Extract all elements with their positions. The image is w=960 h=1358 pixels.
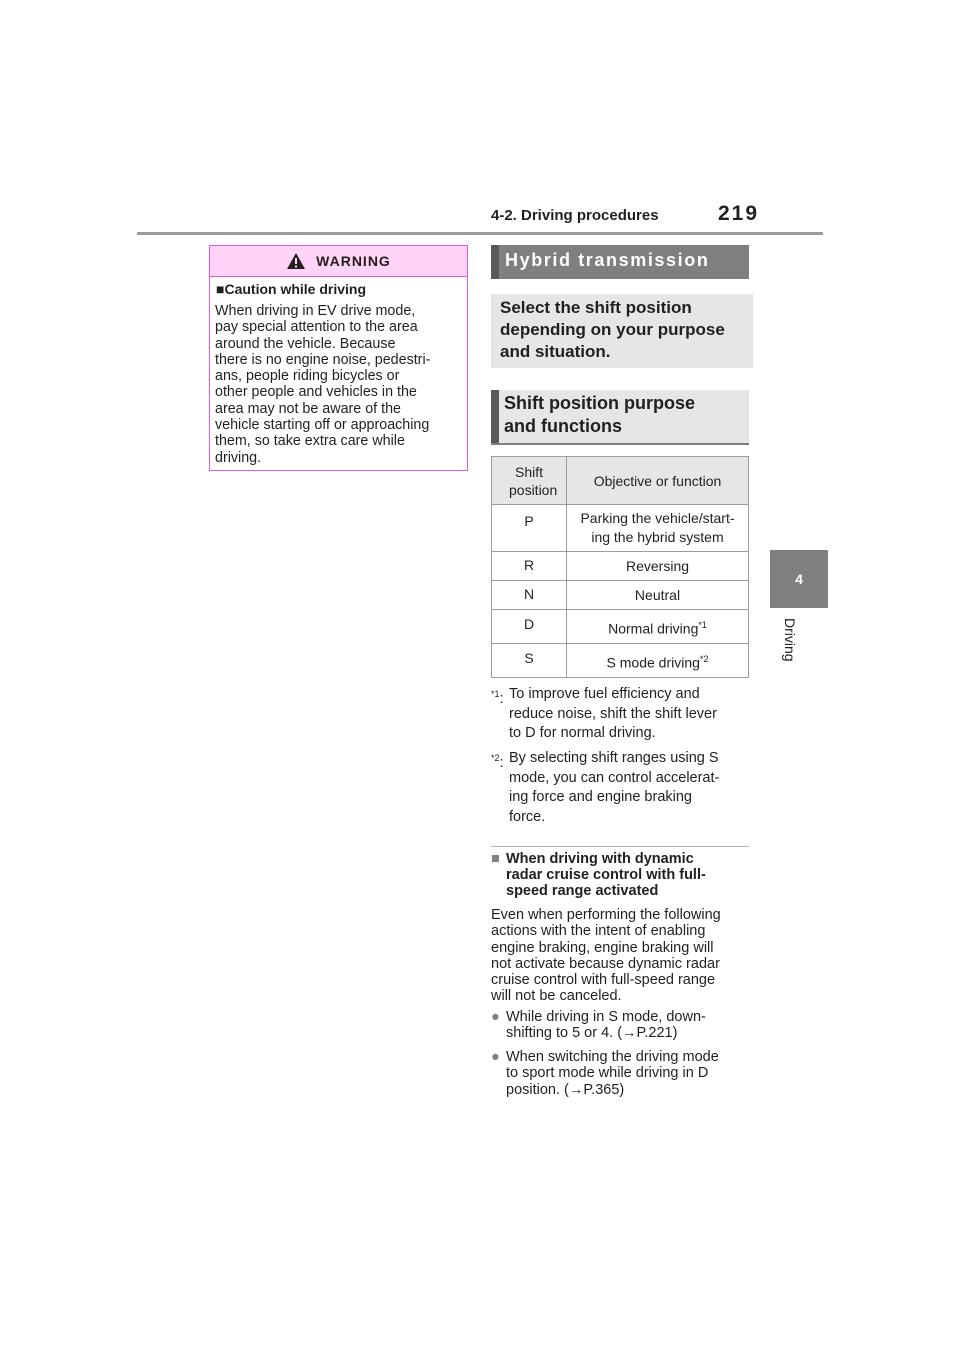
warning-line: pay special attention to the area: [215, 319, 418, 336]
drcc-body: Even when performing the following actions with the intent of enabling engine braking, engine braking will not activate because dynamic radar cruise control with full-speed range will not be canceled.: [491, 907, 721, 1005]
warning-triangle-icon: [286, 252, 306, 270]
hybrid-transmission-heading: [491, 245, 749, 279]
warning-line: area may not be aware of the: [215, 400, 401, 417]
list-item: ● While driving in S mode, down- shifting to 5 or 4. (→P.221): [491, 1009, 753, 1042]
warning-text: [215, 303, 465, 466]
position-cell: N: [492, 581, 567, 610]
warning-line: When driving in EV drive mode,: [215, 303, 416, 319]
function-cell: Normal driving$^{*1}$: [567, 610, 749, 644]
section-title: 4-2. Driving procedures: [491, 207, 659, 224]
page-number: 219: [718, 202, 760, 225]
shift-position-title: Shift position purpose and functions: [504, 393, 695, 436]
heading-marker: ■: [491, 851, 500, 867]
chapter-label-text: Driving: [782, 618, 798, 662]
table-row: [492, 505, 749, 552]
warning-line: other people and vehicles in the: [215, 384, 417, 401]
footnote: $^{*1}$: To improve fuel efficiency and reduce noise, shift the shift lever to D for normal driving.: [491, 686, 717, 741]
warning-header: [210, 246, 467, 277]
chapter-number: 4: [795, 571, 803, 587]
footnote: $^{*2}$: By selecting shift ranges using S mode, you can control accelerat- ing force and engine braking force.: [491, 750, 720, 825]
bullet-marker: ●: [491, 1009, 500, 1025]
warning-line: driving.: [215, 449, 262, 466]
function-cell: Parking the vehicle/start- ing the hybrid system: [567, 505, 749, 552]
warning-line: vehicle starting off or approaching: [215, 417, 430, 434]
table-row: [492, 552, 749, 581]
table-row: [492, 610, 749, 644]
warning-line: there is no engine noise, pedestri-: [215, 351, 431, 368]
chapter-tab[interactable]: [770, 550, 828, 608]
warning-subheading: [216, 281, 366, 297]
hybrid-transmission-title: Hybrid transmission: [505, 250, 710, 270]
intro-line: depending on your purpose: [500, 320, 725, 339]
drcc-heading: ■ When driving with dynamic radar cruise control with full- speed range activated: [491, 851, 706, 899]
position-cell: S: [492, 644, 567, 678]
footnote-ref: *2: [699, 654, 709, 664]
position-cell: D: [492, 610, 567, 644]
warning-subheading-text: Caution while driving: [224, 281, 367, 297]
intro-box: [491, 294, 753, 368]
shift-position-heading: [491, 390, 749, 445]
shift-position-table: [491, 456, 749, 678]
position-cell: P: [492, 505, 567, 552]
footnote-marker: *1: [491, 689, 500, 699]
warning-box: [209, 245, 468, 471]
function-cell: S mode driving$^{*2}$: [567, 644, 749, 678]
bullet-marker: ●: [491, 1049, 500, 1065]
intro-line: and situation.: [500, 342, 611, 361]
warning-line: around the vehicle. Because: [215, 335, 396, 352]
table-row: [492, 581, 749, 610]
section-divider: [491, 846, 749, 847]
function-cell: Neutral: [567, 581, 749, 610]
header-shift-position: Shift position: [492, 457, 567, 505]
chapter-label: [768, 618, 826, 698]
table-header-row: [492, 457, 749, 505]
header-objective: Objective or function: [567, 457, 749, 505]
list-item: ● When switching the driving mode to sport mode while driving in D position. (→P.365): [491, 1049, 753, 1098]
intro-line: Select the shift position: [500, 298, 692, 317]
header-rule: [137, 232, 823, 235]
subheading-marker: ■: [216, 281, 225, 297]
footnote-marker: *2: [491, 753, 500, 763]
table-row: [492, 644, 749, 678]
footnote-ref: *1: [698, 620, 707, 630]
function-cell: Reversing: [567, 552, 749, 581]
page-reference-link[interactable]: shifting to 5 or 4. (→P.221): [506, 1025, 678, 1042]
position-cell: R: [492, 552, 567, 581]
warning-title: WARNING: [316, 253, 391, 269]
warning-line: ans, people riding bicycles or: [215, 368, 400, 385]
page-reference-link[interactable]: position. (→P.365): [506, 1081, 625, 1098]
warning-line: them, so take extra care while: [215, 433, 405, 450]
